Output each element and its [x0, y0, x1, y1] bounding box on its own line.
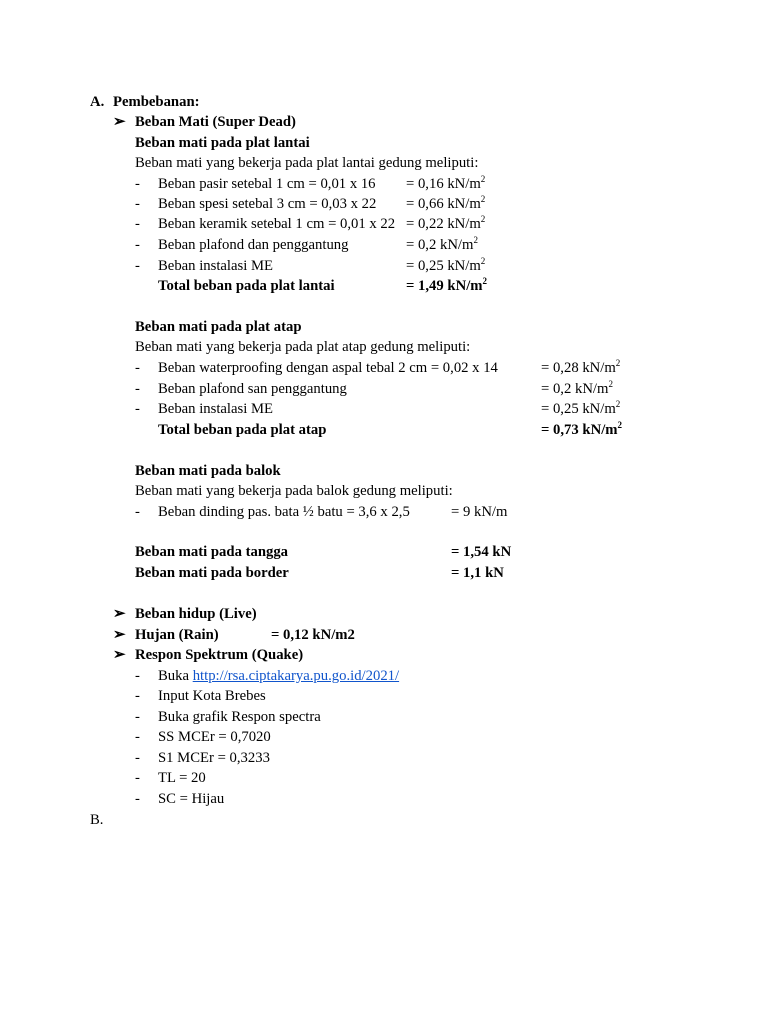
roof-title: Beban mati pada plat atap — [135, 319, 302, 335]
roof-item-value: = 0,2 $kN/m^2$ — [541, 379, 613, 397]
border-value: = 1,1 kN — [451, 565, 504, 581]
rain-label: Hujan (Rain) — [135, 627, 219, 643]
section-a-title: Pembebanan: — [113, 94, 200, 110]
beam-title: Beban mati pada balok — [135, 463, 281, 479]
roof-total-value: = 0,73 $kN/m^2$ — [541, 420, 623, 438]
list-dash: - — [135, 504, 140, 520]
quake-open-step — [158, 667, 399, 685]
quake-step: SC = Hijau — [158, 791, 225, 807]
floor-item-label: Beban pasir setebal 1 cm = 0,01 x 16 — [158, 176, 376, 192]
section-b-letter: B. — [90, 812, 104, 828]
list-dash: - — [135, 196, 140, 212]
list-dash: - — [135, 237, 140, 253]
quake-step: Input Kota Brebes — [158, 688, 266, 704]
roof-item-label: Beban plafond san penggantung — [158, 381, 347, 397]
list-dash: - — [135, 360, 140, 376]
roof-item-label: Beban instalasi ME — [158, 401, 274, 417]
floor-item-value: = 0,25 $kN/m^2$ — [406, 256, 486, 274]
quake-step: S1 MCEr = 0,3233 — [158, 750, 270, 766]
list-dash: - — [135, 258, 140, 274]
list-dash: - — [135, 401, 140, 417]
roof-item-value: = 0,25 $kN/m^2$ — [541, 399, 621, 417]
stairs-label: Beban mati pada tangga — [135, 544, 289, 560]
roof-intro: Beban mati yang bekerja pada plat atap gedung meliputi: — [135, 339, 471, 355]
list-dash: - — [135, 216, 140, 232]
list-dash: - — [135, 791, 140, 807]
section-a-letter: A. — [90, 94, 105, 110]
roof-item-label: Beban waterproofing dengan aspal tebal 2 cm = 0,02 x 14 — [158, 360, 498, 376]
floor-item-value: = 0,66 $kN/m^2$ — [406, 194, 486, 212]
border-label: Beban mati pada border — [135, 565, 289, 581]
arrow-bullet-icon: ➢ — [113, 606, 126, 622]
live-load-label: Beban hidup (Live) — [135, 606, 257, 622]
list-dash: - — [135, 729, 140, 745]
floor-item-value: = 0,16 $kN/m^2$ — [406, 174, 486, 192]
arrow-bullet-icon: ➢ — [113, 627, 126, 643]
roof-total-label: Total beban pada plat atap — [158, 422, 327, 438]
floor-item-label: Beban instalasi ME — [158, 258, 274, 274]
quake-step: SS MCEr = 0,7020 — [158, 729, 271, 745]
quake-step: Buka grafik Respon spectra — [158, 709, 321, 725]
stairs-value: = 1,54 kN — [451, 544, 512, 560]
quake-step: TL = 20 — [158, 770, 206, 786]
floor-item-value: = 0,22 $kN/m^2$ — [406, 214, 486, 232]
list-dash: - — [135, 381, 140, 397]
list-dash: - — [135, 668, 140, 684]
list-dash: - — [135, 176, 140, 192]
rain-value: = 0,12 kN/m2 — [271, 627, 355, 643]
open-prefix: Buka — [158, 668, 193, 684]
list-dash: - — [135, 709, 140, 725]
floor-total-label: Total beban pada plat lantai — [158, 278, 335, 294]
dead-load-heading: Beban Mati (Super Dead) — [135, 114, 296, 130]
floor-item-label: Beban spesi setebal 3 cm = 0,03 x 22 — [158, 196, 377, 212]
beam-item-label: Beban dinding pas. bata ½ batu = 3,6 x 2,5 — [158, 504, 410, 520]
list-dash: - — [135, 688, 140, 704]
floor-intro: Beban mati yang bekerja pada plat lantai gedung meliputi: — [135, 155, 479, 171]
list-dash: - — [135, 750, 140, 766]
list-dash: - — [135, 770, 140, 786]
floor-item-value: = 0,2 $kN/m^2$ — [406, 235, 478, 253]
arrow-bullet-icon: ➢ — [113, 647, 126, 663]
arrow-bullet-icon: ➢ — [113, 114, 126, 130]
floor-total-value: = 1,49 $kN/m^2$ — [406, 276, 488, 294]
floor-title: Beban mati pada plat lantai — [135, 135, 310, 151]
beam-intro: Beban mati yang bekerja pada balok gedung meliputi: — [135, 483, 453, 499]
floor-item-label: Beban keramik setebal 1 cm = 0,01 x 22 — [158, 216, 396, 232]
floor-item-label: Beban plafond dan penggantung — [158, 237, 349, 253]
rsa-link[interactable]: http://rsa.ciptakarya.pu.go.id/2021/ — [192, 668, 400, 684]
roof-item-value: = 0,28 $kN/m^2$ — [541, 358, 621, 376]
beam-item-value: = 9 kN/m — [451, 504, 508, 520]
quake-label: Respon Spektrum (Quake) — [135, 647, 304, 663]
